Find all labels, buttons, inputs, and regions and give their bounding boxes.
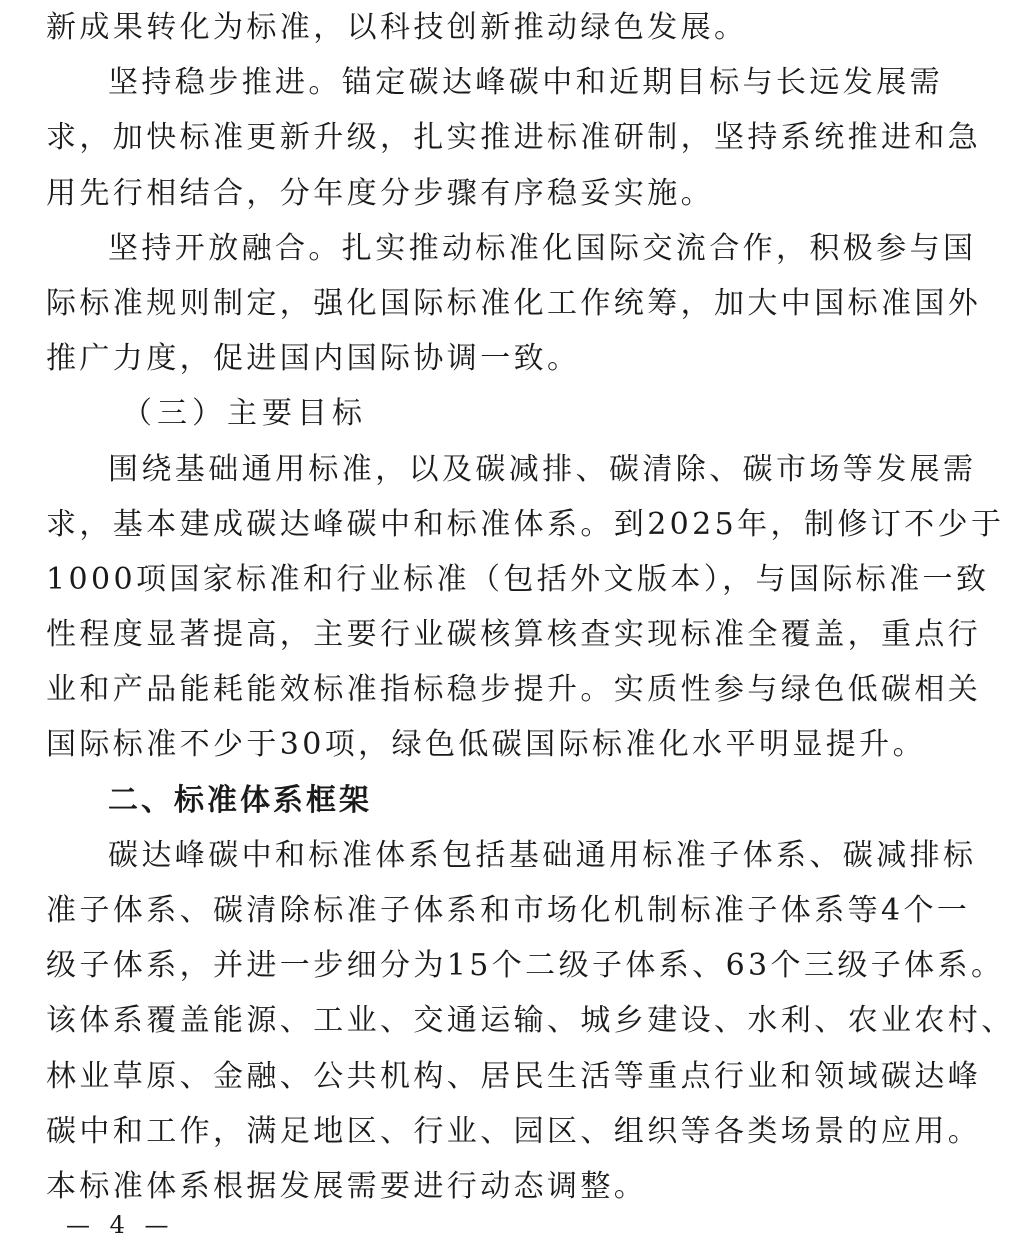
text-line: 准子体系、碳清除标准子体系和市场化机制标准子体系等4个一	[46, 893, 971, 928]
text-line: 国际标准不少于30项，绿色低碳国际标准化水平明显提升。	[46, 727, 926, 763]
paragraph-framework	[46, 828, 1015, 1214]
text-line: 1000项国家标准和行业标准（包括外文版本），与国际标准一致	[46, 561, 990, 597]
text-line: 业和产品能耗能效标准指标稳步提升。实质性参与绿色低碳相关	[46, 672, 982, 708]
text-line: 碳达峰碳中和标准体系包括基础通用标准子体系、碳减排标	[108, 837, 977, 873]
subheading-main-goals: （三）主要目标	[122, 396, 367, 432]
paragraph-main-goals	[46, 442, 1005, 773]
document-page	[46, 0, 1015, 1214]
text-line: 新成果转化为标准，以科技创新推动绿色发展。	[46, 10, 748, 45]
text-line: 围绕基础通用标准，以及碳减排、碳清除、碳市场等发展需	[108, 451, 977, 487]
text-line: 该体系覆盖能源、工业、交通运输、城乡建设、水利、农业农村、	[46, 1003, 1015, 1039]
text-line: 际标准规则制定，强化国际标准化工作统筹，加大中国标准国外	[46, 285, 982, 321]
page-number: — 4 —	[66, 1211, 175, 1239]
text-line: 林业草原、金融、公共机构、居民生活等重点行业和领域碳达峰	[46, 1058, 982, 1094]
text-line: 碳中和工作，满足地区、行业、园区、组织等各类场景的应用。	[46, 1113, 982, 1149]
text-line: 求，加快标准更新升级，扎实推进标准研制，坚持系统推进和急	[46, 120, 982, 156]
text-line: 坚持开放融合。扎实推动标准化国际交流合作，积极参与国	[108, 230, 977, 266]
text-line: 本标准体系根据发展需要进行动态调整。	[46, 1168, 648, 1204]
text-line: 推广力度，促进国内国际协调一致。	[46, 341, 581, 377]
text-line: 坚持稳步推进。锚定碳达峰碳中和近期目标与长远发展需	[108, 65, 943, 101]
section-heading-framework: 二、标准体系框架	[108, 782, 372, 818]
paragraph-green-development	[46, 0, 858, 55]
paragraph-open-integration	[46, 221, 982, 387]
text-line: 用先行相结合，分年度分步骤有序稳妥实施。	[46, 175, 714, 211]
text-line: 求，基本建成碳达峰碳中和标准体系。到2025年，制修订不少于	[46, 506, 1005, 542]
paragraph-steady-progress	[46, 55, 982, 221]
text-line: 性程度显著提高，主要行业碳核算核查实现标准全覆盖，重点行	[46, 617, 982, 653]
text-line: 级子体系，并进一步细分为15个二级子体系、63个三级子体系。	[46, 948, 1005, 984]
